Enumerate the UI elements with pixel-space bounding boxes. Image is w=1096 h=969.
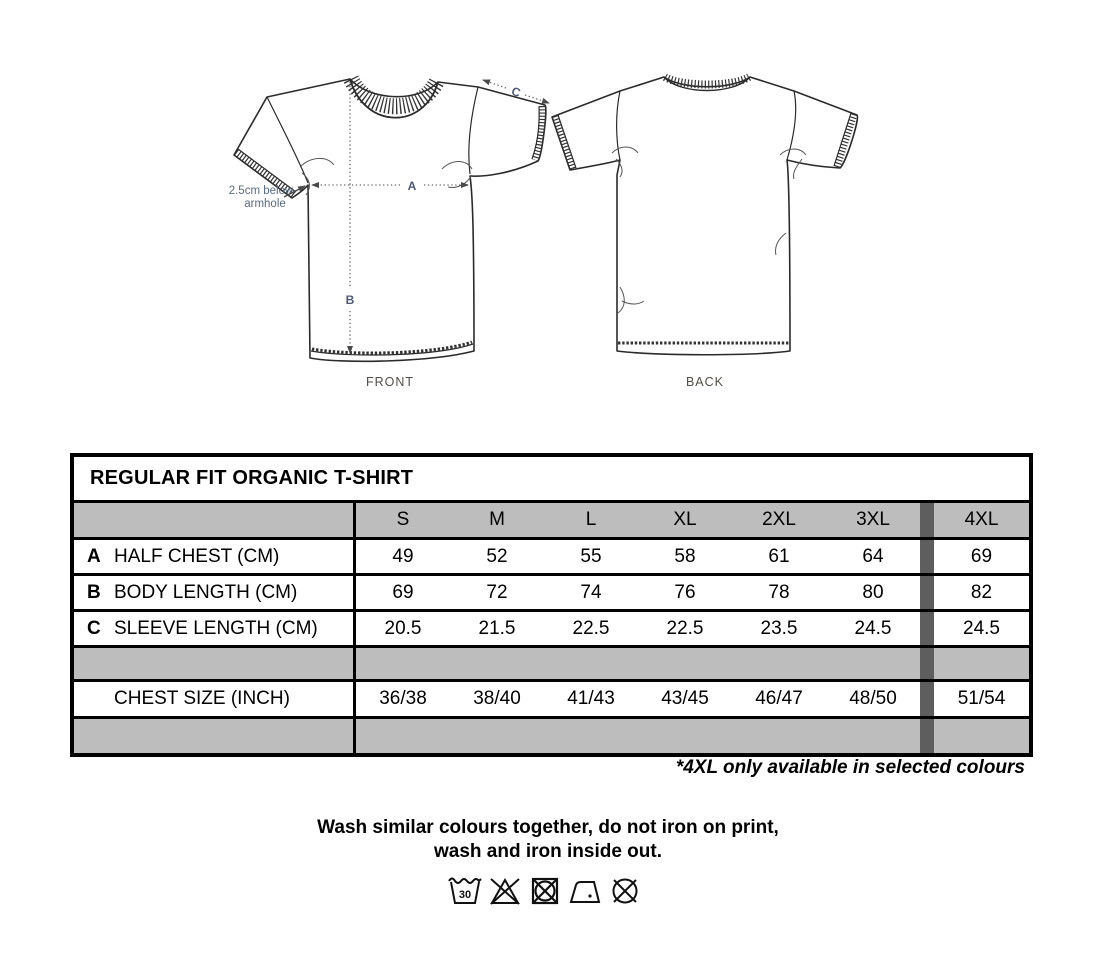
front-caption: FRONT	[365, 375, 415, 389]
spacer-row	[74, 645, 1029, 679]
value-cell: 78	[768, 581, 790, 603]
value-cell: 48/50	[849, 688, 897, 709]
do-not-bleach-icon	[491, 879, 519, 904]
size-header-3xl: 3XL	[826, 503, 920, 537]
column-separator	[920, 612, 934, 645]
column-separator	[920, 719, 934, 753]
size-header-2xl: 2XL	[732, 503, 826, 537]
row-label: A HALF CHEST (CM)	[74, 540, 356, 573]
4xl-footnote: *4XL only available in selected colours	[675, 757, 1025, 778]
size-chart-table	[70, 453, 1033, 757]
empty-header-cell	[74, 503, 356, 537]
size-header-m: M	[450, 503, 544, 537]
table-title-row	[74, 457, 1029, 500]
size-header-xl: XL	[638, 503, 732, 537]
table-title: REGULAR FIT ORGANIC T-SHIRT	[90, 467, 414, 489]
size-header-s: S	[356, 503, 450, 537]
dim-a-label: A	[407, 179, 417, 193]
tshirt-back-drawing	[552, 77, 857, 389]
column-separator	[920, 540, 934, 573]
size-header-4xl: 4XL	[934, 503, 1029, 537]
sleeve-length-row	[74, 609, 1029, 645]
care-instructions-line1: Wash similar colours together, do not iron on print,	[317, 817, 779, 838]
value-cell: 36/38	[379, 688, 427, 709]
value-cell: 24.5	[854, 617, 892, 639]
svg-text:armhole: armhole	[244, 198, 286, 210]
row-label: C SLEEVE LENGTH (CM)	[74, 612, 356, 645]
value-cell: 51/54	[957, 688, 1006, 709]
value-cell: 46/47	[755, 688, 803, 709]
value-cell: 41/43	[567, 688, 615, 709]
column-separator	[920, 648, 934, 679]
value-cell: 61	[768, 545, 790, 567]
dim-c-label: C	[509, 84, 523, 100]
half-chest-row	[74, 537, 1029, 573]
tshirt-front-drawing	[229, 79, 549, 389]
value-cell: 80	[862, 581, 884, 603]
row-label: B BODY LENGTH (CM)	[74, 576, 356, 609]
column-separator	[920, 503, 934, 537]
value-cell: 38/40	[473, 688, 521, 709]
care-instructions	[0, 816, 1096, 864]
do-not-tumble-dry-icon	[533, 879, 557, 903]
value-cell: 64	[862, 545, 884, 567]
value-cell: 55	[580, 545, 602, 567]
dim-b-label: B	[345, 293, 355, 307]
value-cell: 49	[392, 545, 414, 567]
back-caption: BACK	[685, 375, 725, 389]
svg-text:2.5cm below: 2.5cm below	[228, 185, 294, 197]
iron-low-heat-icon	[571, 882, 599, 902]
svg-text:30: 30	[458, 889, 472, 901]
chest-size-row	[74, 679, 1029, 716]
value-cell: 58	[674, 545, 696, 567]
wash-30-icon	[449, 879, 481, 904]
value-cell: 21.5	[478, 617, 516, 639]
do-not-dry-clean-icon	[614, 880, 637, 903]
care-symbols-row	[448, 872, 648, 914]
value-cell: 43/45	[661, 688, 709, 709]
spacer-row	[74, 716, 1029, 753]
value-cell: 76	[674, 581, 696, 603]
value-cell: 69	[392, 581, 414, 603]
value-cell: 74	[580, 581, 602, 603]
value-cell: 22.5	[572, 617, 610, 639]
row-label: CHEST SIZE (INCH)	[74, 682, 356, 716]
value-cell: 69	[970, 545, 993, 567]
value-cell: 22.5	[666, 617, 704, 639]
size-header-l: L	[544, 503, 638, 537]
value-cell: 23.5	[760, 617, 798, 639]
size-header-row	[74, 500, 1029, 537]
value-cell: 82	[970, 581, 993, 603]
value-cell: 20.5	[384, 617, 422, 639]
column-separator	[920, 576, 934, 609]
body-length-row	[74, 573, 1029, 609]
value-cell: 52	[486, 545, 508, 567]
value-cell: 72	[486, 581, 508, 603]
column-separator	[920, 682, 934, 716]
value-cell: 24.5	[963, 617, 1000, 639]
care-instructions-line2: wash and iron inside out.	[433, 841, 663, 862]
tshirt-measurement-diagram	[212, 55, 912, 400]
